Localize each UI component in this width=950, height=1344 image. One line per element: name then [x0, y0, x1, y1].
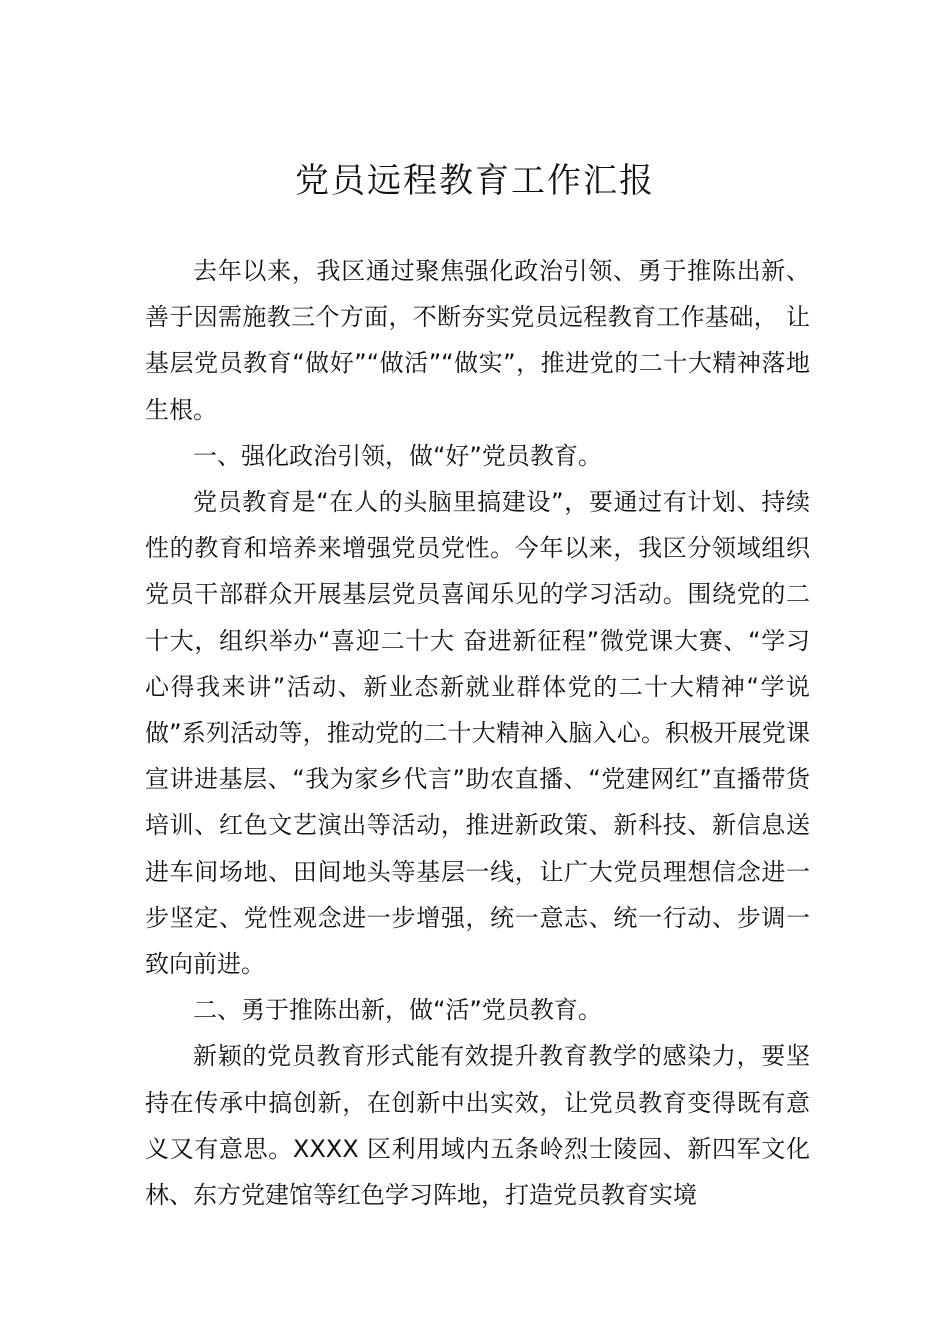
document-body — [145, 248, 810, 1218]
section-heading-2: 二、勇于推陈出新，做“活”党员教育。 — [193, 996, 602, 1025]
paragraph-intro: 去年以来，我区通过聚焦强化政治引领、勇于推陈出新、善于因需施教三个方面，不断夯实党员远程教育工作基础， 让基层党员教育“做好”“做活”“做实”，推进党的二十大精神落地生根。 — [145, 257, 810, 424]
document-title: 党员远程教育工作汇报 — [295, 161, 655, 201]
section-heading-1: 一、强化政治引领，做“好”党员教育。 — [193, 441, 602, 470]
paragraph-section-1: 党员教育是“在人的头脑里搞建设”，要通过有计划、持续性的教育和培养来增强党员党性。今年以来，我区分领域组织党员干部群众开展基层党员喜闻乐见的学习活动。围绕党的二十大，组织举办“喜迎二十大 奋进新征程”微党课大赛、“学习心得我来讲”活动、新业态新就业群体党的二十大精神“学说做”系列活动等，推动党的二十大精神入脑入心。积极开展党课宣讲进基层、“我为家乡代言”助农直播、“党建网红”直播带货培训、红色文艺演出等活动，推进新政策、新科技、新信息送进车间场地、田间地头等基层一线，让广大党员理想信念进一步坚定、党性观念进一步增强，统一意志、统一行动、步调一致向前进。 — [145, 488, 810, 979]
paragraph-section-2: 新颖的党员教育形式能有效提升教育教学的感染力，要坚持在传承中搞创新，在创新中出实效，让党员教育变得既有意义又有意思。XXXX 区利用域内五条岭烈士陵园、新四军文化林、东方党建馆等红色学习阵地，打造党员教育实境 — [145, 1042, 810, 1210]
